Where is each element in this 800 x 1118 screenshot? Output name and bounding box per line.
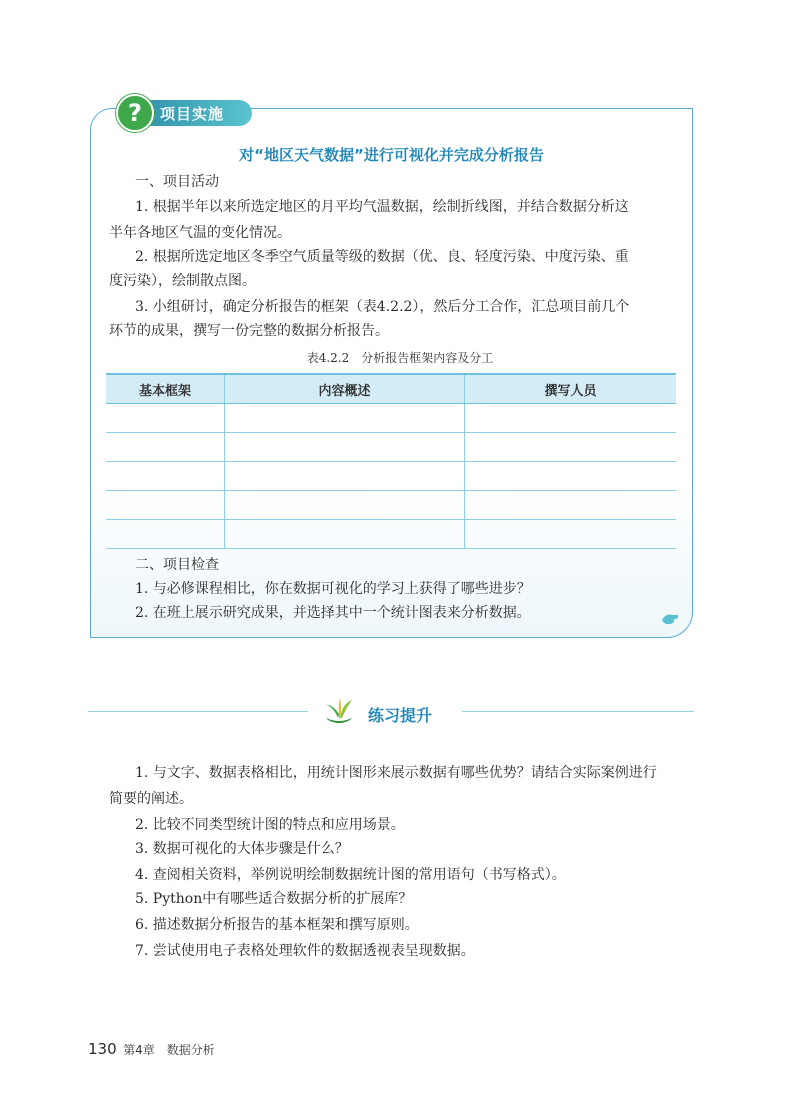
activity-item-3-line2: 环节的成果，撰写一份完整的数据分析报告。 — [109, 323, 389, 339]
table-header-row — [106, 374, 676, 404]
project-badge — [116, 94, 252, 128]
activity-item-1-line1: 1. 根据半年以来所选定地区的月平均气温数据，绘制折线图，并结合数据分析这 — [135, 199, 629, 215]
table-cell — [106, 520, 225, 549]
table-cell — [106, 491, 225, 520]
check-item-2: 2. 在班上展示研究成果，并选择其中一个统计图表来分析数据。 — [135, 605, 531, 621]
badge-label: 项目实施 — [160, 105, 225, 123]
hand-pointer-icon — [660, 610, 680, 626]
practice-item-6: 6. 描述数据分析报告的基本框架和撰写原则。 — [135, 917, 419, 933]
activity-item-1 — [135, 194, 695, 220]
table-cell — [225, 491, 465, 520]
page-number: 130 — [88, 1040, 117, 1058]
table-cell — [465, 491, 677, 520]
table-caption: 表4.2.2 分析报告框架内容及分工 — [306, 351, 494, 365]
chapter-label: 第4章 数据分析 — [123, 1043, 215, 1057]
practice-item-1-line2: 简要的阐述。 — [109, 791, 193, 807]
check-heading: 二、项目检查 — [135, 557, 219, 573]
practice-item-4: 4. 查阅相关资料，举例说明绘制数据统计图的常用语句（书写格式）。 — [135, 867, 566, 883]
table-cell — [225, 433, 465, 462]
activity-item-2-line2: 度污染），绘制散点图。 — [109, 273, 256, 289]
practice-divider-left — [88, 711, 308, 712]
activity-heading: 一、项目活动 — [135, 174, 219, 190]
activity-item-1-cont: 半年各地区气温的变化情况。 — [109, 225, 291, 241]
col-header-summary: 内容概述 — [225, 374, 465, 404]
col-header-framework: 基本框架 — [106, 374, 225, 404]
practice-item-7: 7. 尝试使用电子表格处理软件的数据透视表呈现数据。 — [135, 943, 475, 959]
table-row — [106, 404, 676, 433]
table-cell — [225, 404, 465, 433]
framework-table — [106, 373, 676, 549]
project-title: 对“地区天气数据”进行可视化并完成分析报告 — [239, 146, 544, 164]
question-icon: ? — [116, 94, 154, 132]
practice-item-2: 2. 比较不同类型统计图的特点和应用场景。 — [135, 817, 405, 833]
table-row — [106, 491, 676, 520]
table-row — [106, 433, 676, 462]
check-item-1: 1. 与必修课程相比，你在数据可视化的学习上获得了哪些进步？ — [135, 581, 531, 597]
col-header-writer: 撰写人员 — [465, 374, 677, 404]
sprout-icon — [322, 694, 356, 726]
practice-item-1-line1: 1. 与文字、数据表格相比，用统计图形来展示数据有哪些优势？请结合实际案例进行 — [135, 765, 657, 781]
table-cell — [106, 462, 225, 491]
practice-divider-right — [462, 711, 694, 712]
table-cell — [465, 462, 677, 491]
practice-title: 练习提升 — [368, 706, 433, 725]
practice-item-3: 3. 数据可视化的大体步骤是什么？ — [135, 841, 349, 857]
table-cell — [465, 520, 677, 549]
table-cell — [225, 520, 465, 549]
table-row — [106, 462, 676, 491]
table-cell — [106, 404, 225, 433]
page-footer — [88, 1040, 215, 1058]
activity-item-2-line1: 2. 根据所选定地区冬季空气质量等级的数据（优、良、轻度污染、中度污染、重 — [135, 249, 629, 265]
table-cell — [465, 404, 677, 433]
table-cell — [225, 462, 465, 491]
table-row — [106, 520, 676, 549]
activity-item-3-line1: 3. 小组研讨，确定分析报告的框架（表4.2.2），然后分工合作，汇总项目前几个 — [135, 299, 630, 315]
table-cell — [106, 433, 225, 462]
practice-item-5: 5. Python中有哪些适合数据分析的扩展库？ — [135, 891, 413, 907]
table-cell — [465, 433, 677, 462]
